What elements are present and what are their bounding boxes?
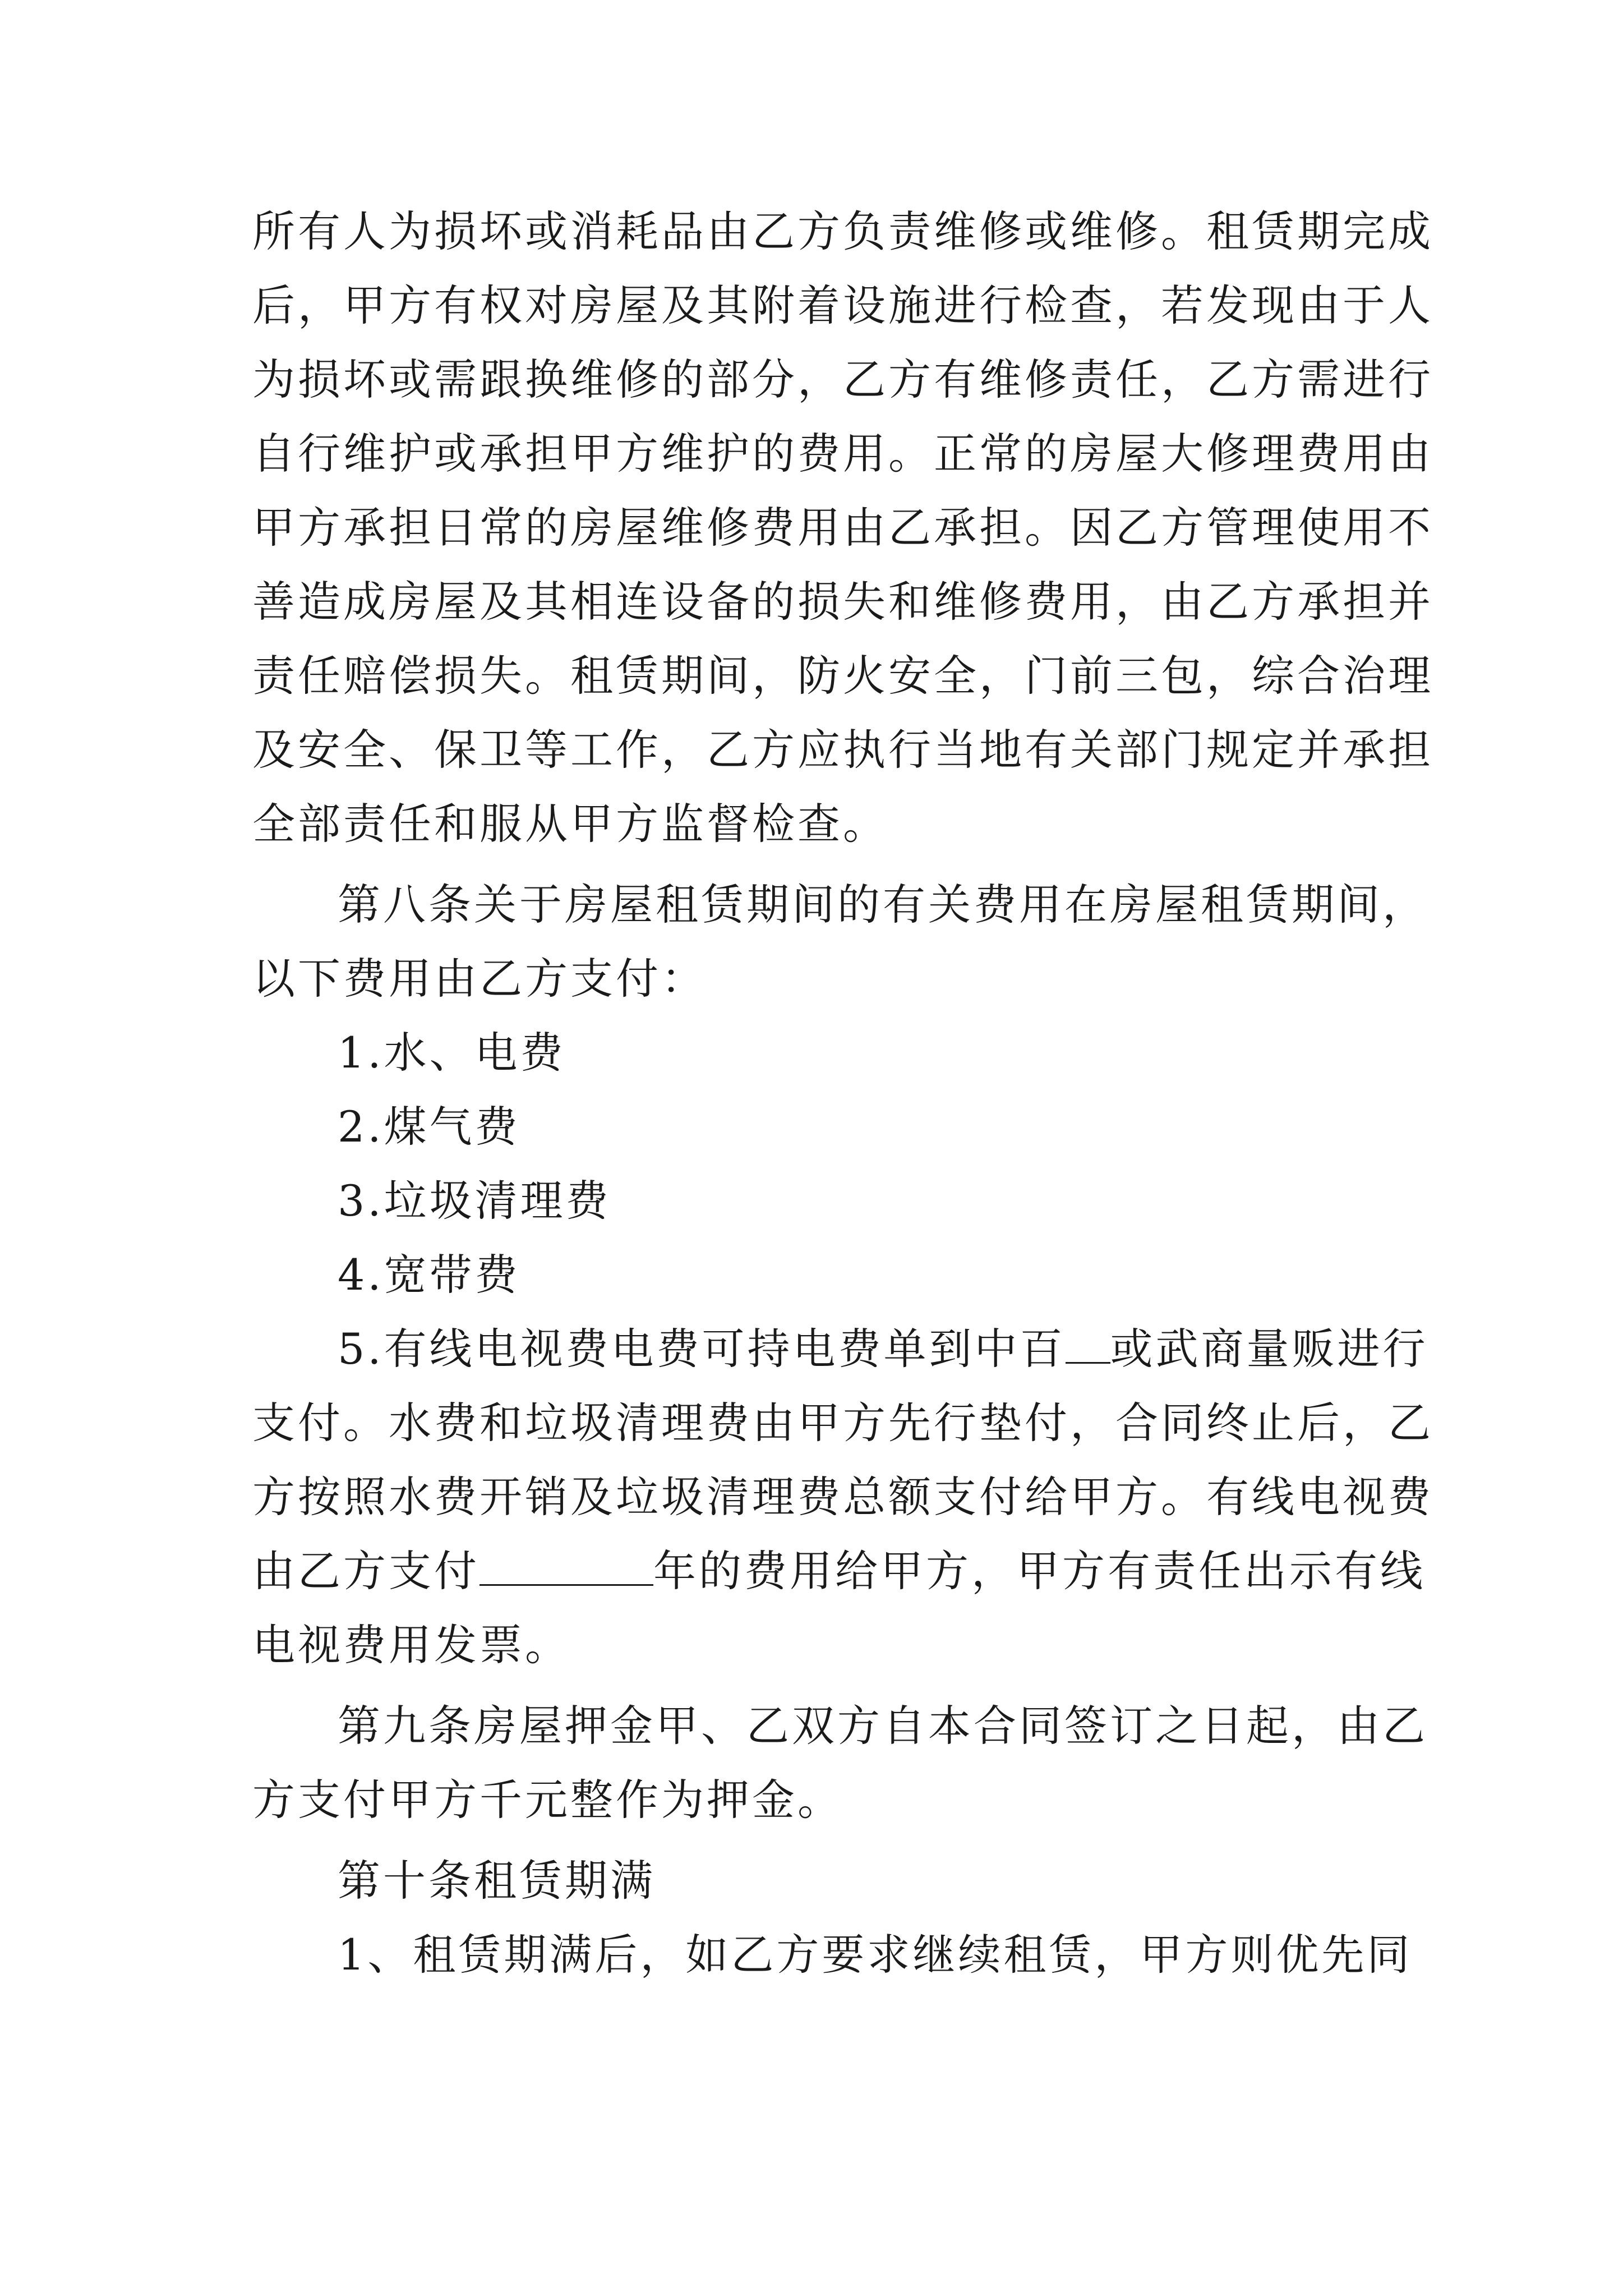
paragraph-line: 善造成房屋及其相连设备的损失和维修费用，由乙方承担并 xyxy=(252,577,1433,627)
fee-item: 3.垃圾清理费 xyxy=(338,1176,611,1226)
fee-item: 4.宽带费 xyxy=(338,1250,520,1300)
paragraph-line: 后，甲方有权对房屋及其附着设施进行检查，若发现由于人 xyxy=(252,280,1433,330)
fee-item: 1.水、电费 xyxy=(338,1028,566,1078)
paragraph-line: 电视费用发票。 xyxy=(252,1620,570,1670)
paragraph-line: 支付。水费和垃圾清理费由甲方先行垫付，合同终止后，乙 xyxy=(252,1398,1433,1448)
paragraph-line: 及安全、保卫等工作，乙方应执行当地有关部门规定并承担 xyxy=(252,725,1433,775)
paragraph-line: 所有人为损坏或消耗品由乙方负责维修或维修。租赁期完成 xyxy=(252,206,1433,256)
line-start: 由乙方支付 xyxy=(252,1546,479,1596)
paragraph-line: 全部责任和服从甲方监督检查。 xyxy=(252,799,888,849)
paragraph-line: 甲方承担日常的房屋维修费用由乙承担。因乙方管理使用不 xyxy=(252,503,1433,553)
paragraph-line: 为损坏或需跟换维修的部分，乙方有维修责任，乙方需进行 xyxy=(252,355,1433,404)
paragraph-line-with-blank xyxy=(252,1543,1426,1599)
paragraph-line: 以下费用由乙方支付： xyxy=(252,954,707,1004)
fee-item-5-start: 5.有线电视费电费可持电费单到中百 xyxy=(338,1324,1066,1374)
article-9-heading: 第九条房屋押金甲、乙双方自本合同签订之日起，由乙 xyxy=(338,1701,1428,1751)
fill-in-blank xyxy=(1066,1323,1110,1364)
paragraph-line: 方支付甲方千元整作为押金。 xyxy=(252,1775,843,1825)
fee-item-5 xyxy=(338,1321,1428,1377)
paragraph-line: 责任赔偿损失。租赁期间，防火安全，门前三包，综合治理 xyxy=(252,651,1433,701)
paragraph-line: 方按照水费开销及垃圾清理费总额支付给甲方。有线电视费 xyxy=(252,1472,1433,1522)
line-end: 年的费用给甲方，甲方有责任出示有线 xyxy=(653,1546,1426,1596)
article-8-heading: 第八条关于房屋租赁期间的有关费用在房屋租赁期间， xyxy=(338,880,1428,930)
fee-item-5-end: 或武商量贩进行 xyxy=(1110,1324,1428,1374)
fill-in-blank xyxy=(479,1545,653,1586)
article-10-heading: 第十条租赁期满 xyxy=(338,1856,656,1906)
paragraph-line: 自行维护或承担甲方维护的费用。正常的房屋大修理费用由 xyxy=(252,429,1433,478)
fee-item: 2.煤气费 xyxy=(338,1102,520,1152)
paragraph-line: 1、租赁期满后，如乙方要求继续租赁，甲方则优先同 xyxy=(338,1930,1413,1980)
